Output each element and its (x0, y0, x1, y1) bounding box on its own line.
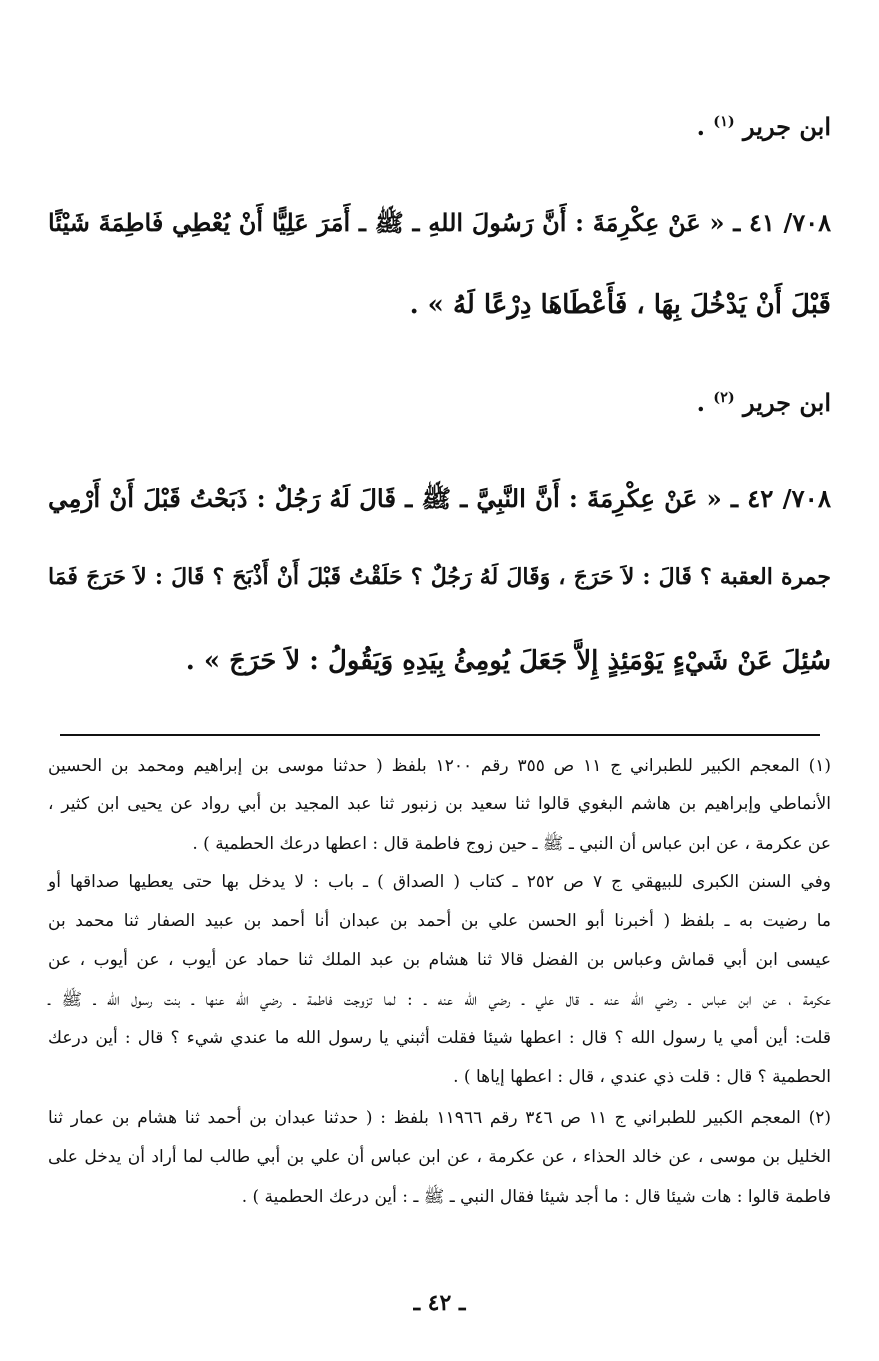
footnote-separator (60, 734, 820, 736)
hadith-41-line-1: ٧٠٨/ ٤١ ـ « عَنْ عِكْرِمَةَ : أَنَّ رَسُولَ اللهِ ـ ﷺ ـ أَمَرَ عَلِيًّا أَنْ يُعْطِي فَاطِمَةَ شَيْئًا (48, 208, 831, 237)
source-end: . (696, 388, 705, 417)
footnote-1-line-9: الحطمية ؟ قال : قلت ذي عندي ، قال : اعطها إياها ) . (453, 1067, 831, 1087)
footnote-1-line-5: ما رضيت به ـ بلفظ ( أخبرنا أبو الحسن علي بن أحمد بن عبدان أنا أحمد بن عبيد الصفار ثنا محمد بن (48, 911, 831, 931)
hadith-41-line-2: قَبْلَ أَنْ يَدْخُلَ بِهَا ، فَأَعْطَاهَا دِرْعًا لَهُ » . (409, 290, 831, 320)
footnote-1-line-3: عن عكرمة ، عن ابن عباس أن النبي ـ ﷺ ـ حين زوج فاطمة قال : اعطها درعك الحطمية ) . (192, 834, 831, 854)
hadith-42-line-3: سُئِلَ عَنْ شَيْءٍ يَوْمَئِذٍ إِلاَّ جَعَلَ يُومِئُ بِيَدِهِ وَيَقُولُ : لاَ حَرَجَ » . (185, 646, 831, 676)
footnote-2-line-1: (٢) المعجم الكبير للطبراني ج ١١ ص ٣٤٦ رقم ١١٩٦٦ بلفظ : ( حدثنا عبدان بن أحمد ثنا هشام بن عمار ثنا (48, 1108, 831, 1128)
footnote-1-line-8: قلت: أين أمي يا رسول الله ؟ قال : اعطها شيئا فقلت أثبني يا رسول الله ما عندي شيء ؟ قال : أين درعك (48, 1028, 831, 1048)
footnote-2-line-2: الخليل بن موسى ، عن خالد الحذاء ، عن عكرمة ، عن ابن عباس أن علي بن أبي طالب لما أراد أن يدخل على (48, 1147, 831, 1167)
footnote-1-line-6: عيسى ابن أبي قماش وعباس بن الفضل قالا ثنا هشام بن عبد الملك ثنا حماد عن أيوب ، عن أيوب ، عن (48, 950, 831, 970)
footnote-ref: (٢) (713, 389, 735, 406)
hadith-42-line-2: جمرة العقبة ؟ قَالَ : لاَ حَرَجَ ، وَقَالَ لَهُ رَجُلٌ ؟ حَلَقْتُ قَبْلَ أَنْ أَذْبَحَ ؟ قَالَ : لاَ حَرَجَ فَمَا (48, 564, 831, 590)
source-line-2 (48, 388, 831, 417)
source-text: ابن جرير (743, 112, 831, 141)
source-line-1 (48, 112, 831, 141)
footnote-2-line-3: فاطمة قالوا : هات شيئا قال : ما أجد شيئا فقال النبي ـ ﷺ ـ : أين درعك الحطمية ) . (241, 1187, 831, 1207)
footnote-1-line-2: الأنماطي وإبراهيم بن هاشم البغوي قالوا ثنا سعيد بن زنبور ثنا عبد المجيد بن أبي رواد عن يحيى ابن كثير ، (48, 794, 831, 814)
footnote-ref: (١) (713, 113, 735, 130)
source-text: ابن جرير (743, 388, 831, 417)
footnote-1-line-1: (١) المعجم الكبير للطبراني ج ١١ ص ٣٥٥ رقم ١٢٠٠ بلفظ ( حدثنا موسى بن إبراهيم ومحمد بن الحسين (48, 756, 831, 776)
footnote-1-line-7: عكرمة ، عن ابن عباس ـ رضي الله عنه ـ قال علي ـ رضي الله عنه ـ : لما تزوجت فاطمة ـ رضي الله عنها ـ بنت رسول الله ـ ﷺ ـ (48, 990, 831, 1010)
hadith-42-line-1: ٧٠٨/ ٤٢ ـ « عَنْ عِكْرِمَةَ : أَنَّ النَّبِيَّ ـ ﷺ ـ قَالَ لَهُ رَجُلٌ : ذَبَحْتُ قَبْلَ أَنْ أَرْمِي (48, 484, 831, 513)
page-number: ـ ٤٢ ـ (413, 1290, 466, 1316)
footnote-1-line-4: وفي السنن الكبرى للبيهقي ج ٧ ص ٢٥٢ ـ كتاب ( الصداق ) ـ باب : لا يدخل بها حتى يعطيها صداقها أو (48, 872, 831, 892)
source-end: . (696, 112, 705, 141)
